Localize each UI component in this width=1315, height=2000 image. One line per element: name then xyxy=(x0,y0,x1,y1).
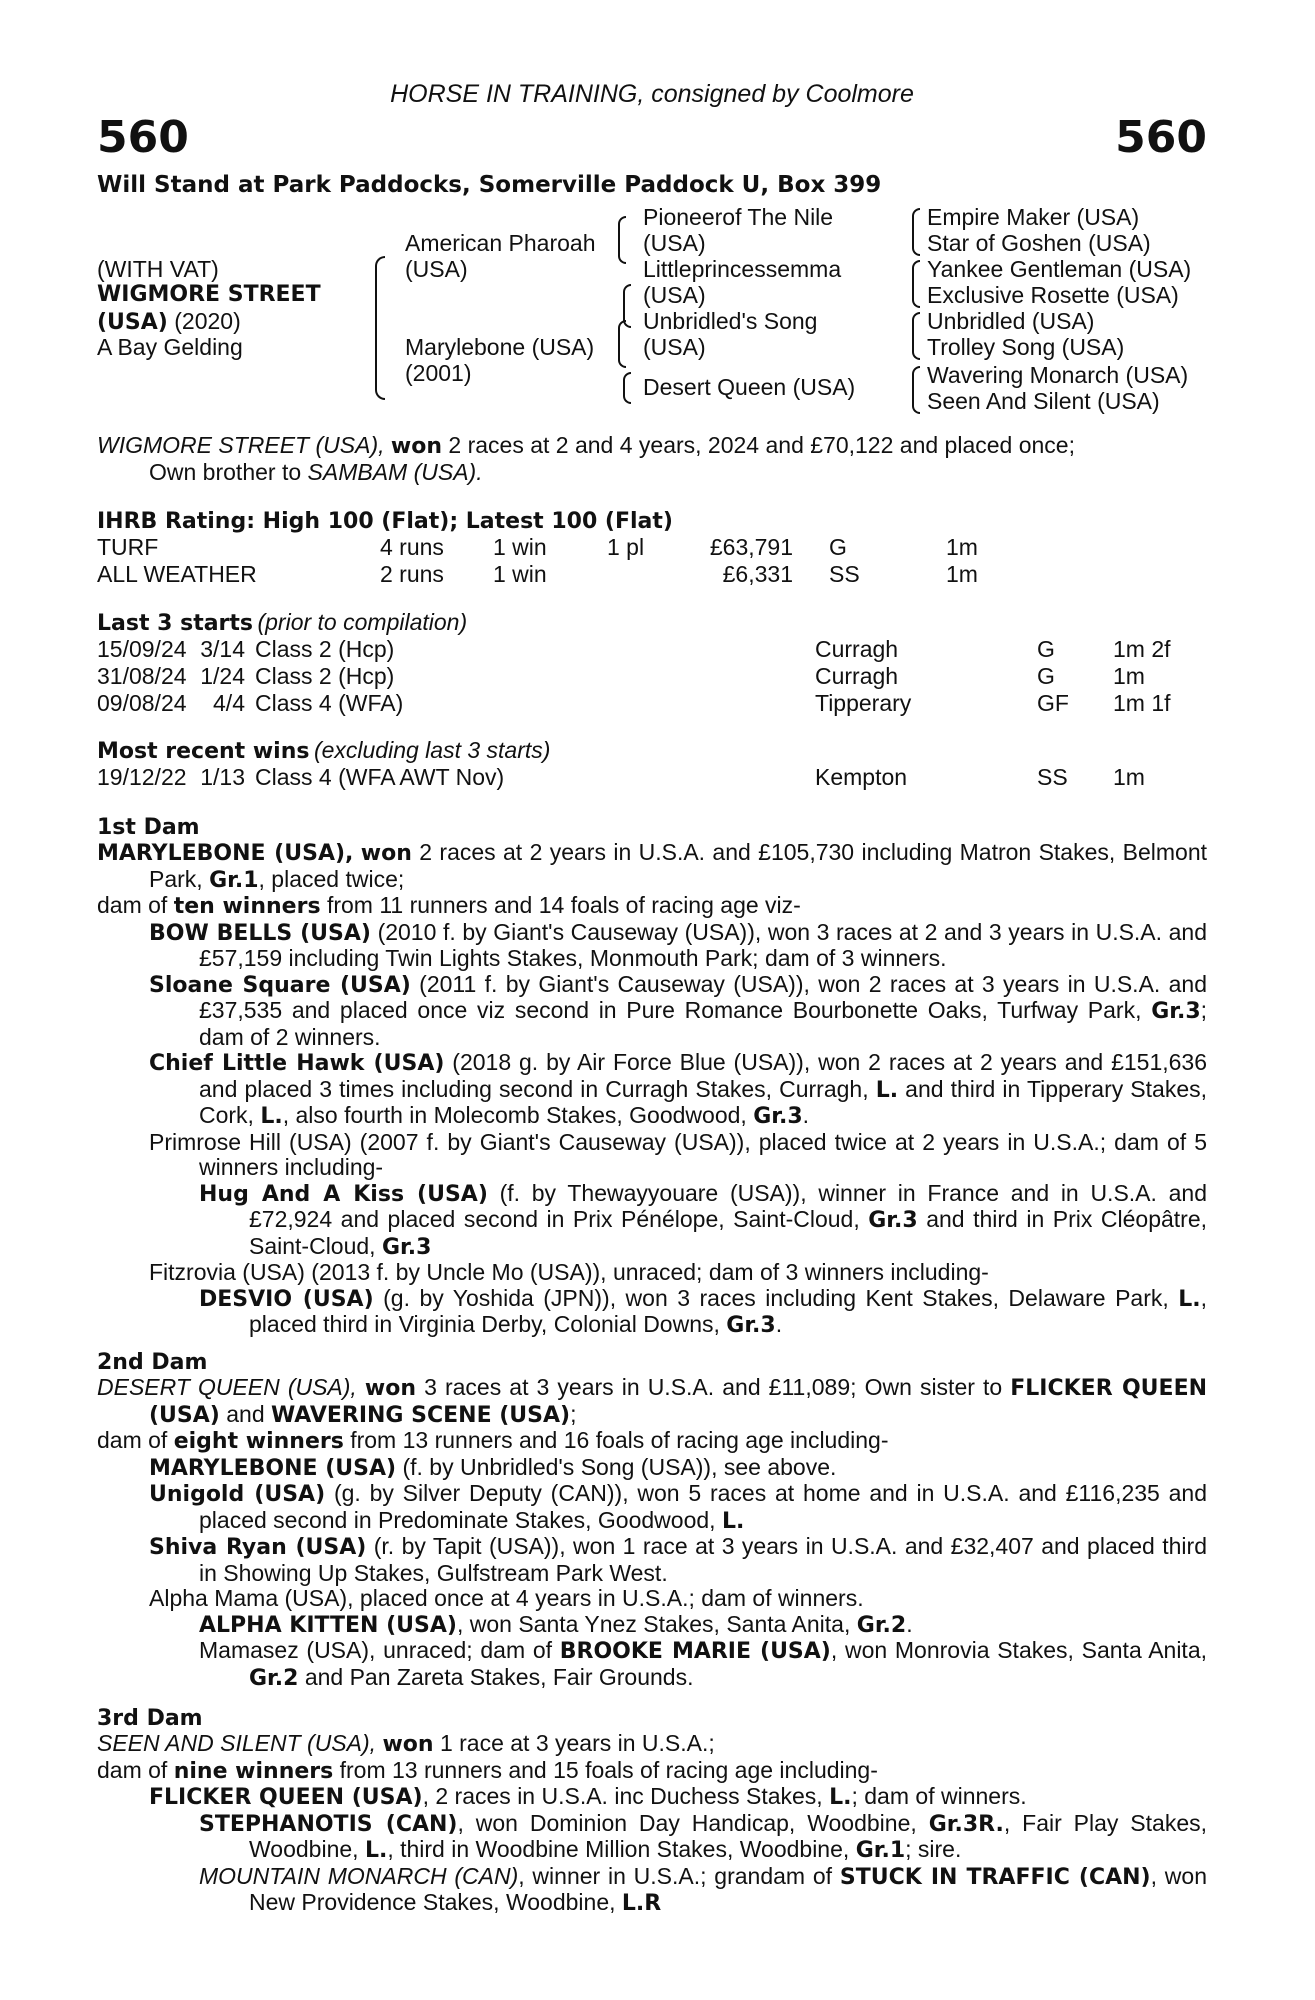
lot-number-left: 560 xyxy=(97,112,189,163)
race-going: G xyxy=(1037,663,1055,689)
race-course: Curragh xyxy=(815,663,899,689)
race-class: Class 2 (Hcp) xyxy=(255,663,395,689)
offspring-flicker-queen: FLICKER QUEEN (USA), 2 races in U.S.A. inc Duchess Stakes, L.; dam of winners. xyxy=(149,1783,1027,1810)
race-distance: 1m 2f xyxy=(1113,636,1171,662)
race-course: Kempton xyxy=(815,764,908,790)
race-distance: 1m xyxy=(1113,663,1145,689)
offspring-desvio: DESVIO (USA) (g. by Yoshida (JPN)), won 3 races including Kent Stakes, Delaware Park, L., placed third in Virginia Derby, Colonial Downs, Gr.3. xyxy=(199,1284,1208,1338)
sire-dam: Littleprincessemma xyxy=(643,256,842,282)
offspring-mamasez: Mamasez (USA), unraced; dam of BROOKE MARIE (USA), won Monrovia Stakes, Santa Anita, Gr.2 and Pan Zareta Stakes, Fair Grounds. xyxy=(199,1637,1208,1691)
race-spacer xyxy=(245,663,255,690)
recent-wins-table xyxy=(97,764,1203,791)
sire-sire: Pioneerof The Nile xyxy=(643,204,834,230)
rating-placed: 1 pl xyxy=(607,534,645,560)
vat-label: (WITH VAT) xyxy=(97,256,219,282)
race-going: GF xyxy=(1037,690,1069,716)
first-dam-heading: 1st Dam xyxy=(97,815,200,840)
page-title: HORSE IN TRAINING, consigned by Coolmore xyxy=(390,80,914,108)
brace-g2 xyxy=(912,260,920,308)
rating-section xyxy=(97,509,1207,588)
offspring-shiva-ryan: Shiva Ryan (USA) (r. by Tapit (USA)), won 1 race at 3 years in U.S.A. and £32,407 and placed third in Showing Up Stakes, Gulfstream Park West. xyxy=(149,1533,1207,1586)
race-date: 31/08/24 xyxy=(97,663,187,689)
rating-wins: 1 win xyxy=(493,534,547,560)
gg-3: Yankee Gentleman (USA) xyxy=(927,256,1192,282)
race-position: 1/24 xyxy=(200,663,245,689)
rating-earnings: £6,331 xyxy=(722,561,793,587)
sire-name: American Pharoah xyxy=(405,230,596,256)
race-date: 15/09/24 xyxy=(97,636,187,662)
race-going: SS xyxy=(1037,764,1068,790)
brace-g1 xyxy=(912,208,920,256)
rating-row xyxy=(97,561,1046,588)
race-position: 4/4 xyxy=(213,690,245,716)
sire-sire-country: (USA) xyxy=(643,230,706,256)
race-class: Class 2 (Hcp) xyxy=(255,636,395,662)
brace-g4 xyxy=(912,366,920,414)
offspring-alpha-mama: Alpha Mama (USA), placed once at 4 years in U.S.A.; dam of winners. xyxy=(149,1585,864,1611)
gg-5: Unbridled (USA) xyxy=(927,308,1095,334)
third-dam-heading: 3rd Dam xyxy=(97,1706,203,1731)
last-starts-section xyxy=(97,610,1207,717)
offspring-stephanotis: STEPHANOTIS (CAN), won Dominion Day Handicap, Woodbine, Gr.3R., Fair Play Stakes, Woodbine, L., third in Woodbine Million Stakes, Woodbine, Gr.1; sire. xyxy=(199,1809,1208,1863)
race-distance: 1m xyxy=(1113,764,1145,790)
rating-surface: TURF xyxy=(97,534,159,560)
stand-location: Will Stand at Park Paddocks, Somerville Paddock U, Box 399 xyxy=(97,172,882,198)
race-going: G xyxy=(1037,636,1055,662)
rating-spacer xyxy=(793,561,829,588)
last-start-row xyxy=(97,663,1203,690)
horse-description: A Bay Gelding xyxy=(97,334,243,360)
dam-dam: Desert Queen (USA) xyxy=(643,374,856,400)
third-dam-section: 3rd Dam SEEN AND SILENT (USA), won 1 race at 3 years in U.S.A.; dam of nine winners from 13 runners and 15 foals of racing age including- FLICKER QUEEN (USA), 2 races in U.S.A. inc Duchess Stakes, L.; dam of winners. STEPHANOTIS (CAN), won Dominion Day Handicap, Woodbine, Gr.3R., Fair Play Stakes, Woodbine, L., third in Woodbine Million Stakes, Woodbine, Gr.1; sire. MOUNTAIN MONARCH (CAN), winner in U.S.A.; grandam of STUCK IN TRAFFIC (CAN), won New Providence Stakes, Woodbine, L.R xyxy=(97,1706,1208,1916)
race-class: Class 4 (WFA) xyxy=(255,690,404,716)
recent-win-row xyxy=(97,764,1203,791)
race-distance: 1m 1f xyxy=(1113,690,1171,716)
rating-heading: IHRB Rating: High 100 (Flat); Latest 100 (Flat) xyxy=(97,509,673,534)
offspring-hug-and-a-kiss: Hug And A Kiss (USA) (f. by Thewayyouare (USA)), winner in France and in U.S.A. and £72,924 and placed second in Prix Pénélope, Saint-Cloud, Gr.3 and third in Prix Cléopâtre, Saint-Cloud, Gr.3 xyxy=(199,1179,1208,1260)
brace-dam-dam xyxy=(623,372,631,404)
rating-surface: ALL WEATHER xyxy=(97,561,257,587)
race-class: Class 4 (WFA AWT Nov) xyxy=(255,764,505,790)
second-dam-heading: 2nd Dam xyxy=(97,1350,208,1375)
recent-wins-section xyxy=(97,738,1207,791)
brace-main xyxy=(375,256,385,400)
offspring-primrose-hill: Primrose Hill (USA) (2007 f. by Giant's Causeway (USA)), placed twice at 2 years in U.S.A.; dam of 5 winners including- xyxy=(149,1128,1207,1180)
second-dam-section: 2nd Dam DESERT QUEEN (USA), won 3 races at 3 years in U.S.A. and £11,089; Own sister to FLICKER QUEEN (USA) and WAVERING SCENE (USA); dam of eight winners from 13 runners and 16 foals of racing age including- MARYLEBONE (USA) (f. by Unbridled's Song (USA)), see above. Unigold (USA) (g. by Silver Deputy (CAN)), won 5 races at home and in U.S.A. and £116,235 and placed second in Predominate Stakes, Goodwood, L. Shiva Ryan (USA) (r. by Tapit (USA)), won 1 race at 3 years in U.S.A. and £32,407 and placed third in Showing Up Stakes, Gulfstream Park West. Alpha Mama (USA), placed once at 4 years in U.S.A.; dam of winners. ALPHA KITTEN (USA), won Santa Ynez Stakes, Santa Anita, Gr.2. Mamasez (USA), unraced; dam of BROOKE MARIE (USA), won Monrovia Stakes, Santa Anita, Gr.2 and Pan Zareta Stakes, Fair Grounds. xyxy=(97,1350,1208,1691)
offspring-chief-little-hawk: Chief Little Hawk (USA) (2018 g. by Air Force Blue (USA)), won 2 races at 2 years and £151,636 and placed 3 times including second in Curragh Stakes, Curragh, L. and third in Tipperary Stakes, Cork, L., also fourth in Molecomb Stakes, Goodwood, Gr.3. xyxy=(149,1049,1208,1129)
rating-distance: 1m xyxy=(946,534,978,560)
pedigree-chart xyxy=(97,200,1217,420)
race-spacer xyxy=(245,636,255,663)
brace-g3 xyxy=(912,312,920,360)
offspring-marylebone: MARYLEBONE (USA) (f. by Unbridled's Song (USA)), see above. xyxy=(149,1453,837,1481)
dam-year: (2001) xyxy=(405,360,472,386)
offspring-fitzrovia: Fitzrovia (USA) (2013 f. by Uncle Mo (USA)), unraced; dam of 3 winners including- xyxy=(149,1259,989,1285)
race-course: Curragh xyxy=(815,636,899,662)
race-summary: WIGMORE STREET (USA), won 2 races at 2 and 4 years, 2024 and £70,122 and placed once; Own brother to SAMBAM (USA). xyxy=(97,432,1075,485)
race-spacer xyxy=(245,764,255,791)
rating-placed xyxy=(607,561,685,588)
rating-going: SS xyxy=(829,561,860,587)
gg-4: Exclusive Rosette (USA) xyxy=(927,282,1179,308)
rating-wins: 1 win xyxy=(493,561,547,587)
rating-row xyxy=(97,534,1046,561)
sire-country: (USA) xyxy=(405,256,468,282)
race-date: 09/08/24 xyxy=(97,690,187,716)
recent-wins-heading: Most recent wins (excluding last 3 starts) xyxy=(97,737,551,764)
rating-going: G xyxy=(829,534,847,560)
offspring-unigold: Unigold (USA) (g. by Silver Deputy (CAN)), won 5 races at home and in U.S.A. and £116,235 and placed second in Predominate Stakes, Goodwood, L. xyxy=(149,1480,1208,1534)
race-date: 19/12/22 xyxy=(97,764,187,790)
horse-country-year: (USA) (2020) xyxy=(97,308,241,335)
dam-sire: Unbridled's Song xyxy=(643,308,818,334)
offspring-bow-bells: BOW BELLS (USA) (2010 f. by Giant's Causeway (USA)), won 3 races at 2 and 3 years in U.S.A. and £57,159 including Twin Lights Stakes, Monmouth Park; dam of 3 winners. xyxy=(149,918,1207,971)
lot-number-right: 560 xyxy=(1115,112,1207,163)
last-start-row xyxy=(97,636,1203,663)
dam-sire-country: (USA) xyxy=(643,334,706,360)
gg-1: Empire Maker (USA) xyxy=(927,204,1140,230)
offspring-mountain-monarch: MOUNTAIN MONARCH (CAN), winner in U.S.A.; grandam of STUCK IN TRAFFIC (CAN), won New Providence Stakes, Woodbine, L.R xyxy=(199,1862,1207,1916)
last-starts-heading: Last 3 starts (prior to compilation) xyxy=(97,609,468,636)
brace-sire xyxy=(618,216,626,264)
offspring-alpha-kitten: ALPHA KITTEN (USA), won Santa Ynez Stakes, Santa Anita, Gr.2. xyxy=(199,1610,913,1638)
first-dam-section: 1st Dam MARYLEBONE (USA), won 2 races at 2 years in U.S.A. and £105,730 including Matron Stakes, Belmont Park, Gr.1, placed twice; dam of ten winners from 11 runners and 14 foals of racing age viz- BOW BELLS (USA) (2010 f. by Giant's Causeway (USA)), won 3 races at 2 and 3 years in U.S.A. and £57,159 including Twin Lights Stakes, Monmouth Park; dam of 3 winners. Sloane Square (USA) (2011 f. by Giant's Causeway (USA)), won 2 races at 3 years in U.S.A. and £37,535 and placed once viz second in Pure Romance Bourbonette Oaks, Turfway Park, Gr.3; dam of 2 winners. Chief Little Hawk (USA) (2018 g. by Air Force Blue (USA)), won 2 races at 2 years and £151,636 and placed 3 times including second in Curragh Stakes, Curragh, L. and third in Tipperary Stakes, Cork, L., also fourth in Molecomb Stakes, Goodwood, Gr.3. Primrose Hill (USA) (2007 f. by Giant's Causeway (USA)), placed twice at 2 years in U.S.A.; dam of 5 winners including- Hug And A Kiss (USA) (f. by Thewayyouare (USA)), winner in France and in U.S.A. and £72,924 and placed second in Prix Pénélope, Saint-Cloud, Gr.3 and third in Prix Cléopâtre, Saint-Cloud, Gr.3 Fitzrovia (USA) (2013 f. by Uncle Mo (USA)), unraced; dam of 3 winners including- DESVIO (USA) (g. by Yoshida (JPN)), won 3 races including Kent Stakes, Delaware Park, L., placed third in Virginia Derby, Colonial Downs, Gr.3. xyxy=(97,815,1208,1338)
gg-2: Star of Goshen (USA) xyxy=(927,230,1151,256)
race-course: Tipperary xyxy=(815,690,912,716)
sire-dam-country: (USA) xyxy=(643,282,706,308)
rating-runs: 4 runs xyxy=(380,534,444,560)
race-position: 1/13 xyxy=(200,764,245,790)
offspring-sloane-square: Sloane Square (USA) (2011 f. by Giant's Causeway (USA)), won 2 races at 3 years in U.S.A. and £37,535 and placed once viz second in Pure Romance Bourbonette Oaks, Turfway Park, Gr.3; dam of 2 winners. xyxy=(149,970,1208,1050)
rating-runs: 2 runs xyxy=(380,561,444,587)
rating-spacer xyxy=(793,534,829,561)
rating-distance: 1m xyxy=(946,561,978,587)
rating-earnings: £63,791 xyxy=(709,534,793,560)
last-starts-table xyxy=(97,636,1203,717)
last-start-row xyxy=(97,690,1203,717)
race-spacer xyxy=(245,690,255,717)
dam-name: Marylebone (USA) xyxy=(405,334,595,360)
gg-6: Trolley Song (USA) xyxy=(927,334,1125,360)
race-position: 3/14 xyxy=(200,636,245,662)
gg-7: Wavering Monarch (USA) xyxy=(927,362,1189,388)
horse-name: WIGMORE STREET xyxy=(97,282,321,307)
rating-table xyxy=(97,534,1046,588)
gg-8: Seen And Silent (USA) xyxy=(927,388,1160,414)
brace-dam xyxy=(618,320,626,368)
